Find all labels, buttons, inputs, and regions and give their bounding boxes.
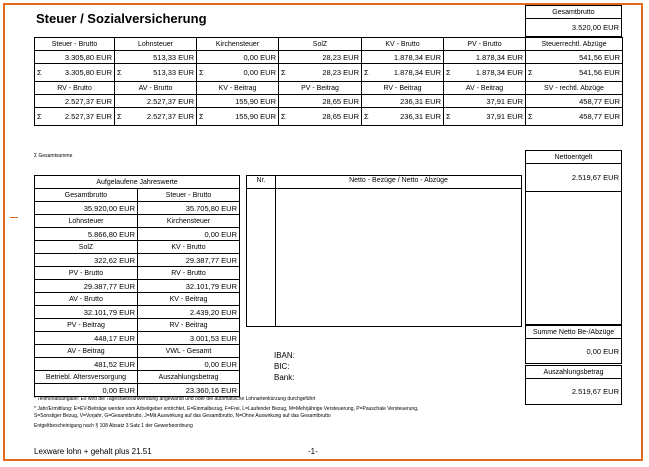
sigma-symbol: Σ	[446, 68, 451, 77]
steuer-sv-table	[34, 37, 623, 126]
top-sum-2-6	[526, 108, 623, 126]
top-value-2-6: 458,77 EUR	[526, 95, 623, 108]
sum-value: 0,00 EUR	[243, 68, 276, 77]
jahreswerte-table	[34, 175, 240, 397]
gesamtbrutto-value: 3.520,00 EUR	[526, 19, 622, 37]
jw-value-11-1: 3.001,53 EUR	[138, 332, 240, 345]
top-value-2-4: 236,31 EUR	[362, 95, 444, 108]
top-header-1-3: SolZ	[279, 38, 362, 51]
top-header-2-3: PV - Beitrag	[279, 82, 362, 95]
bic-label: BIC:	[274, 362, 290, 371]
top-sum-2-4	[362, 108, 444, 126]
jw-value-13-0: 481,52 EUR	[35, 358, 138, 371]
top-header-1-4: KV - Brutto	[362, 38, 444, 51]
top-sum-2-0	[35, 108, 115, 126]
sum-value: 37,91 EUR	[486, 112, 523, 121]
top-sum-2-1	[115, 108, 197, 126]
sum-value: 2.527,37 EUR	[146, 112, 194, 121]
top-header-1-1: Lohnsteuer	[115, 38, 197, 51]
top-header-1-5: PV - Brutto	[444, 38, 526, 51]
sum-value: 541,56 EUR	[579, 68, 620, 77]
netto-bezuege-title: Netto - Bezüge / Netto - Abzüge	[349, 177, 448, 184]
top-header-2-2: KV - Beitrag	[197, 82, 279, 95]
top-sum-1-0	[35, 64, 115, 82]
top-value-1-1: 513,33 EUR	[115, 51, 197, 64]
top-value-2-2: 155,90 EUR	[197, 95, 279, 108]
jw-value-3-0: 5.866,80 EUR	[35, 228, 138, 241]
top-value-1-2: 0,00 EUR	[197, 51, 279, 64]
nettoentgelt-label: Nettoentgelt	[526, 151, 622, 164]
sigma-note: Σ Gesamtsumme	[34, 153, 73, 159]
jw-label-10-1: RV - Beitrag	[138, 319, 240, 332]
sigma-symbol: Σ	[281, 68, 286, 77]
top-header-1-6: Steuerrechtl. Abzüge	[526, 38, 623, 51]
jw-label-4-1: KV - Brutto	[138, 241, 240, 254]
sum-value: 28,23 EUR	[322, 68, 359, 77]
footnotes	[34, 396, 514, 430]
sigma-symbol: Σ	[281, 112, 286, 121]
sum-value: 2.527,37 EUR	[64, 112, 112, 121]
auszahlungsbetrag-label: Auszahlungsbetrag	[526, 366, 622, 379]
jw-value-1-1: 35.705,80 EUR	[138, 202, 240, 215]
jw-value-15-1: 23.360,16 EUR	[138, 384, 240, 397]
jw-label-8-0: AV - Brutto	[35, 293, 138, 306]
footnote-4: Entgeltbescheinigung nach § 108 Absatz 3 Satz 1 der Gewerbeordnung	[34, 423, 193, 429]
nettoentgelt-value: 2.519,67 EUR	[526, 164, 622, 192]
footnote-3: S=Sonstiger Bezug, V=Vorjahr, G=Gesamtbrutto, J=Mit Auswirkung auf das Gesamtbrutto, N=Ohne Auswirkung auf das Gesamtbrutto	[34, 413, 331, 419]
footnote-2: * Jahr/Ermittlung: E=EV-Beiträge werden vom Arbeitgeber entrichtet, E=Einmalbezug, F=Frei, L=Laufender Bezug, M=Mehrjährige Versteuerung, P=Pauschale Versteuerung,	[34, 406, 419, 412]
sigma-symbol: Σ	[364, 112, 369, 121]
jw-label-12-1: VWL - Gesamt	[138, 345, 240, 358]
sigma-symbol: Σ	[37, 112, 42, 121]
top-sum-1-2	[197, 64, 279, 82]
jw-label-6-1: RV - Brutto	[138, 267, 240, 280]
jw-label-12-0: AV - Beitrag	[35, 345, 138, 358]
top-value-2-3: 28,65 EUR	[279, 95, 362, 108]
jw-label-8-1: KV - Beitrag	[138, 293, 240, 306]
top-sum-1-6	[526, 64, 623, 82]
jahreswerte-title: Aufgelaufene Jahreswerte	[35, 176, 240, 189]
iban-label: IBAN:	[274, 351, 295, 360]
top-header-1-0: Steuer - Brutto	[35, 38, 115, 51]
jw-value-11-0: 448,17 EUR	[35, 332, 138, 345]
sigma-symbol: Σ	[364, 68, 369, 77]
top-header-2-5: AV - Beitrag	[444, 82, 526, 95]
top-header-2-1: AV - Brutto	[115, 82, 197, 95]
top-header-2-6: SV - rechtl. Abzüge	[526, 82, 623, 95]
jw-value-3-1: 0,00 EUR	[138, 228, 240, 241]
top-value-2-5: 37,91 EUR	[444, 95, 526, 108]
top-sum-1-1	[115, 64, 197, 82]
auszahlungsbetrag-value: 2.519,67 EUR	[526, 379, 622, 405]
gesamtbrutto-box	[525, 5, 622, 37]
jw-label-0-0: Gesamtbrutto	[35, 189, 138, 202]
sum-value: 155,90 EUR	[235, 112, 276, 121]
jw-label-6-0: PV - Brutto	[35, 267, 138, 280]
top-sum-2-3	[279, 108, 362, 126]
netto-bezuege-box	[246, 175, 522, 327]
bank-details	[274, 350, 295, 383]
top-value-1-3: 28,23 EUR	[279, 51, 362, 64]
sum-value: 513,33 EUR	[153, 68, 194, 77]
top-header-2-4: RV - Beitrag	[362, 82, 444, 95]
summe-netto-value: 0,00 EUR	[526, 339, 622, 364]
jw-value-13-1: 0,00 EUR	[138, 358, 240, 371]
top-sum-1-3	[279, 64, 362, 82]
top-sum-1-4	[362, 64, 444, 82]
jw-value-5-0: 322,62 EUR	[35, 254, 138, 267]
sigma-symbol: Σ	[528, 112, 533, 121]
jw-label-4-0: SolZ	[35, 241, 138, 254]
sigma-symbol: Σ	[37, 68, 42, 77]
top-sum-2-5	[444, 108, 526, 126]
jw-value-15-0: 0,00 EUR	[35, 384, 138, 397]
sum-value: 458,77 EUR	[579, 112, 620, 121]
sigma-symbol: Σ	[117, 68, 122, 77]
gesamtbrutto-label: Gesamtbrutto	[526, 6, 622, 19]
top-value-2-0: 2.527,37 EUR	[35, 95, 115, 108]
top-value-2-1: 2.527,37 EUR	[115, 95, 197, 108]
summe-netto-label: Summe Netto Be-/Abzüge	[526, 326, 622, 339]
jw-label-0-1: Steuer - Brutto	[138, 189, 240, 202]
jw-label-2-0: Lohnsteuer	[35, 215, 138, 228]
top-sum-1-5	[444, 64, 526, 82]
bank-label: Bank:	[274, 373, 295, 382]
jw-value-1-0: 35.920,00 EUR	[35, 202, 138, 215]
jw-value-9-1: 2.439,20 EUR	[138, 306, 240, 319]
sum-value: 1.878,34 EUR	[475, 68, 523, 77]
jw-label-14-0: Betriebl. Altersversorgung	[35, 371, 138, 384]
sigma-symbol: Σ	[528, 68, 533, 77]
jw-label-14-1: Auszahlungsbetrag	[138, 371, 240, 384]
top-value-1-5: 1.878,34 EUR	[444, 51, 526, 64]
sum-value: 1.878,34 EUR	[393, 68, 441, 77]
sigma-symbol: Σ	[199, 68, 204, 77]
sigma-symbol: Σ	[199, 112, 204, 121]
summe-netto-box	[525, 325, 622, 364]
page-title: Steuer / Sozialversicherung	[36, 11, 207, 26]
top-value-1-0: 3.305,80 EUR	[35, 51, 115, 64]
jw-value-9-0: 32.101,79 EUR	[35, 306, 138, 319]
sum-value: 28,65 EUR	[322, 112, 359, 121]
top-header-2-0: RV - Brutto	[35, 82, 115, 95]
sum-value: 3.305,80 EUR	[64, 68, 112, 77]
footnote-1: * Teilmonatsangabe: Es wird die Tagesfaktoranwendung angewandt und oder die automatische Lohnartenkürzung durchgeführt	[34, 396, 316, 402]
footer-page-number: -1-	[308, 447, 318, 456]
jw-value-7-1: 32.101,79 EUR	[138, 280, 240, 293]
sigma-symbol: Σ	[117, 112, 122, 121]
right-column-box	[525, 180, 622, 325]
top-value-1-4: 1.878,34 EUR	[362, 51, 444, 64]
top-sum-2-2	[197, 108, 279, 126]
sum-value: 236,31 EUR	[400, 112, 441, 121]
sigma-symbol: Σ	[446, 112, 451, 121]
jw-label-2-1: Kirchensteuer	[138, 215, 240, 228]
jw-label-10-0: PV - Beitrag	[35, 319, 138, 332]
footer-software: Lexware lohn + gehalt plus 21.51	[34, 447, 152, 456]
nr-label: Nr.	[256, 177, 266, 184]
auszahlungsbetrag-box	[525, 365, 622, 405]
top-value-1-6: 541,56 EUR	[526, 51, 623, 64]
top-header-1-2: Kirchensteuer	[197, 38, 279, 51]
jw-value-5-1: 29.387,77 EUR	[138, 254, 240, 267]
jw-value-7-0: 29.387,77 EUR	[35, 280, 138, 293]
margin-mark	[10, 217, 18, 218]
